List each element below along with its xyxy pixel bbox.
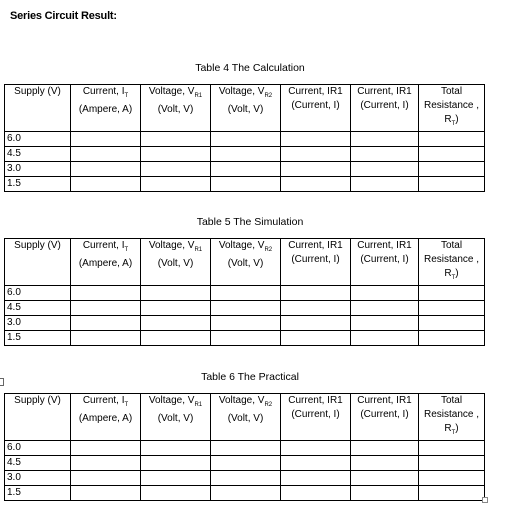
document-heading: Series Circuit Result: bbox=[10, 10, 117, 22]
table-anchor-icon bbox=[0, 378, 4, 386]
data-cell[interactable] bbox=[141, 177, 211, 192]
supply-cell: 6.0 bbox=[5, 132, 71, 147]
table-resize-handle[interactable] bbox=[482, 497, 488, 503]
table-row bbox=[5, 456, 485, 471]
data-cell[interactable] bbox=[351, 162, 419, 177]
data-cell[interactable] bbox=[351, 441, 419, 456]
data-cell[interactable] bbox=[281, 486, 351, 501]
voltage-vr2-header: Voltage, $V_{R2}$ (Volt, V) bbox=[211, 85, 281, 132]
table-row bbox=[5, 441, 485, 456]
current-ir1-header-b: Current, IR1 (Current, I) bbox=[351, 394, 419, 441]
current-ir1-header-a: Current, IR1 (Current, I) bbox=[281, 85, 351, 132]
data-cell[interactable] bbox=[71, 331, 141, 346]
table-row bbox=[5, 301, 485, 316]
voltage-vr1-header: Voltage, $V_{R1}$ (Volt, V) bbox=[141, 239, 211, 286]
supply-cell: 3.0 bbox=[5, 316, 71, 331]
data-cell[interactable] bbox=[141, 301, 211, 316]
data-cell[interactable] bbox=[419, 147, 485, 162]
data-cell[interactable] bbox=[281, 441, 351, 456]
data-cell[interactable] bbox=[71, 286, 141, 301]
data-cell[interactable] bbox=[419, 486, 485, 501]
supply-header: Supply (V) bbox=[5, 239, 71, 286]
data-cell[interactable] bbox=[211, 441, 281, 456]
data-cell[interactable] bbox=[281, 162, 351, 177]
data-cell[interactable] bbox=[419, 331, 485, 346]
data-cell[interactable] bbox=[351, 486, 419, 501]
data-cell[interactable] bbox=[281, 286, 351, 301]
table-caption-calculation: Table 4 The Calculation bbox=[195, 62, 305, 74]
data-cell[interactable] bbox=[211, 162, 281, 177]
voltage-vr2-header: Voltage, $V_{R2}$ (Volt, V) bbox=[211, 394, 281, 441]
total-resistance-header: Total Resistance , $R_T$) bbox=[419, 239, 485, 286]
data-cell[interactable] bbox=[141, 316, 211, 331]
data-cell[interactable] bbox=[351, 286, 419, 301]
table-row bbox=[5, 486, 485, 501]
data-cell[interactable] bbox=[419, 316, 485, 331]
supply-cell: 1.5 bbox=[5, 331, 71, 346]
data-cell[interactable] bbox=[351, 147, 419, 162]
data-cell[interactable] bbox=[211, 456, 281, 471]
data-cell[interactable] bbox=[141, 132, 211, 147]
data-cell[interactable] bbox=[281, 471, 351, 486]
simulation-table bbox=[4, 238, 485, 346]
data-cell[interactable] bbox=[71, 456, 141, 471]
supply-cell: 6.0 bbox=[5, 286, 71, 301]
table-row bbox=[5, 286, 485, 301]
data-cell[interactable] bbox=[419, 162, 485, 177]
table-row bbox=[5, 147, 485, 162]
header-row bbox=[5, 239, 485, 286]
data-cell[interactable] bbox=[419, 177, 485, 192]
data-cell[interactable] bbox=[71, 471, 141, 486]
current-ir1-header-a: Current, IR1 (Current, I) bbox=[281, 394, 351, 441]
voltage-vr1-header: Voltage, $V_{R1}$ (Volt, V) bbox=[141, 394, 211, 441]
current-it-header: Current, $I_T$ (Ampere, A) bbox=[71, 394, 141, 441]
current-it-header: Current, $I_T$ (Ampere, A) bbox=[71, 85, 141, 132]
data-cell[interactable] bbox=[211, 132, 281, 147]
data-cell[interactable] bbox=[71, 316, 141, 331]
data-cell[interactable] bbox=[419, 301, 485, 316]
supply-cell: 1.5 bbox=[5, 486, 71, 501]
header-row bbox=[5, 394, 485, 441]
current-ir1-header-b: Current, IR1 (Current, I) bbox=[351, 85, 419, 132]
data-cell[interactable] bbox=[281, 132, 351, 147]
data-cell[interactable] bbox=[71, 301, 141, 316]
data-cell[interactable] bbox=[211, 486, 281, 501]
data-cell[interactable] bbox=[351, 316, 419, 331]
data-cell[interactable] bbox=[71, 441, 141, 456]
data-cell[interactable] bbox=[141, 441, 211, 456]
data-cell[interactable] bbox=[351, 471, 419, 486]
header-row bbox=[5, 85, 485, 132]
data-cell[interactable] bbox=[281, 331, 351, 346]
data-cell[interactable] bbox=[351, 331, 419, 346]
data-cell[interactable] bbox=[211, 301, 281, 316]
supply-cell: 3.0 bbox=[5, 471, 71, 486]
data-cell[interactable] bbox=[211, 316, 281, 331]
data-cell[interactable] bbox=[351, 301, 419, 316]
supply-cell: 1.5 bbox=[5, 177, 71, 192]
table-row bbox=[5, 132, 485, 147]
data-cell[interactable] bbox=[141, 471, 211, 486]
table-row bbox=[5, 331, 485, 346]
data-cell[interactable] bbox=[419, 132, 485, 147]
data-cell[interactable] bbox=[419, 441, 485, 456]
data-cell[interactable] bbox=[351, 177, 419, 192]
current-ir1-header-a: Current, IR1 (Current, I) bbox=[281, 239, 351, 286]
data-cell[interactable] bbox=[71, 486, 141, 501]
table-row bbox=[5, 162, 485, 177]
data-cell[interactable] bbox=[419, 456, 485, 471]
data-cell[interactable] bbox=[71, 132, 141, 147]
data-cell[interactable] bbox=[211, 177, 281, 192]
data-cell[interactable] bbox=[141, 456, 211, 471]
supply-header: Supply (V) bbox=[5, 394, 71, 441]
data-cell[interactable] bbox=[419, 471, 485, 486]
supply-header: Supply (V) bbox=[5, 85, 71, 132]
data-cell[interactable] bbox=[211, 286, 281, 301]
supply-cell: 3.0 bbox=[5, 162, 71, 177]
table-row bbox=[5, 316, 485, 331]
supply-cell: 4.5 bbox=[5, 147, 71, 162]
total-resistance-header: Total Resistance , $R_T$) bbox=[419, 394, 485, 441]
supply-cell: 4.5 bbox=[5, 301, 71, 316]
data-cell[interactable] bbox=[141, 286, 211, 301]
data-cell[interactable] bbox=[419, 286, 485, 301]
data-cell[interactable] bbox=[281, 177, 351, 192]
data-cell[interactable] bbox=[281, 301, 351, 316]
practical-table bbox=[4, 393, 485, 501]
table-caption-simulation: Table 5 The Simulation bbox=[196, 216, 304, 228]
data-cell[interactable] bbox=[351, 456, 419, 471]
current-ir1-header-b: Current, IR1 (Current, I) bbox=[351, 239, 419, 286]
data-cell[interactable] bbox=[281, 147, 351, 162]
data-cell[interactable] bbox=[71, 147, 141, 162]
data-cell[interactable] bbox=[141, 162, 211, 177]
data-cell[interactable] bbox=[351, 132, 419, 147]
voltage-vr2-header: Voltage, $V_{R2}$ (Volt, V) bbox=[211, 239, 281, 286]
supply-cell: 6.0 bbox=[5, 441, 71, 456]
data-cell[interactable] bbox=[281, 456, 351, 471]
table-row bbox=[5, 177, 485, 192]
data-cell[interactable] bbox=[71, 162, 141, 177]
table-row bbox=[5, 471, 485, 486]
total-resistance-header: Total Resistance , $R_T$) bbox=[419, 85, 485, 132]
data-cell[interactable] bbox=[141, 486, 211, 501]
data-cell[interactable] bbox=[141, 331, 211, 346]
data-cell[interactable] bbox=[211, 331, 281, 346]
supply-cell: 4.5 bbox=[5, 456, 71, 471]
data-cell[interactable] bbox=[211, 471, 281, 486]
voltage-vr1-header: Voltage, $V_{R1}$ (Volt, V) bbox=[141, 85, 211, 132]
data-cell[interactable] bbox=[71, 177, 141, 192]
calculation-table bbox=[4, 84, 485, 192]
current-it-header: Current, $I_T$ (Ampere, A) bbox=[71, 239, 141, 286]
table-caption-practical: Table 6 The Practical bbox=[201, 371, 299, 383]
data-cell[interactable] bbox=[211, 147, 281, 162]
data-cell[interactable] bbox=[141, 147, 211, 162]
data-cell[interactable] bbox=[281, 316, 351, 331]
